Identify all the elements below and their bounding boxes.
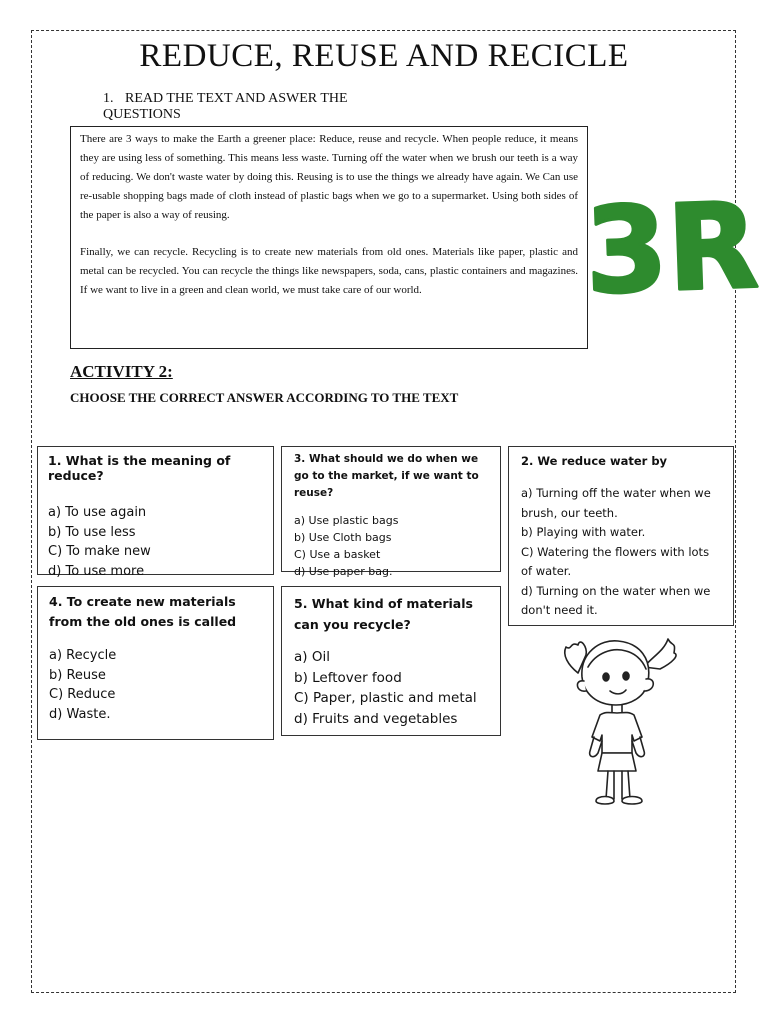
3r-logo-text: 3R xyxy=(582,176,761,321)
reading-text-box xyxy=(70,126,588,349)
question-card-1 xyxy=(37,446,274,579)
answer-option[interactable]: a) Turning off the water when we brush, our teeth. xyxy=(521,486,711,520)
question-card-4 xyxy=(37,586,274,740)
question-card-2 xyxy=(508,446,734,626)
question-text: 4. To create new materials from the old ones is called xyxy=(49,594,237,629)
question-text: 5. What kind of materials can you recycle? xyxy=(294,596,473,632)
answer-options xyxy=(294,647,488,729)
question-text: 3. What should we do when we go to the market, if we want to reuse? xyxy=(294,453,479,499)
reading-paragraph-1: There are 3 ways to make the Earth a greener place: Reduce, reuse and recycle. When people reduce, it means they are using less of something. This means less waste. Turning off the water when we brush our teeth is a way of reducing. We don't waste water by doing this. Reusing is to use the things we already have again. We Can use re-usable shopping bags made of cloth instead of plastic bags when we go to a supermarket. Using both sides of the paper is also a way of reusing. xyxy=(80,133,578,221)
answer-option[interactable]: b) Playing with water. xyxy=(521,525,646,539)
question-card-5 xyxy=(281,586,501,736)
answer-option[interactable]: d) Waste. xyxy=(49,706,111,722)
instruction-text: READ THE TEXT AND ASWER THE QUESTIONS xyxy=(103,91,348,122)
answer-options xyxy=(48,503,263,581)
reading-paragraph-2: Finally, we can recycle. Recycling is to create new materials from old ones. Materials like paper, plastic and metal can be recycled. You can recycle the things like newspapers, soda, cans, plastic containers and magazines. If we want to live in a green and clean world, we must take care of our world. xyxy=(80,246,578,296)
instruction-number: 1. xyxy=(103,91,114,106)
answer-option[interactable]: C) Watering the flowers with lots of water. xyxy=(521,544,710,578)
reading-instruction xyxy=(103,91,403,122)
answer-option[interactable]: b) Reuse xyxy=(49,667,106,683)
question-text: 2. We reduce water by xyxy=(521,454,668,468)
answer-options xyxy=(294,512,488,580)
answer-option[interactable]: b) Use Cloth bags xyxy=(294,531,392,544)
answer-option[interactable]: b) To use less xyxy=(48,524,136,540)
answer-options xyxy=(49,646,262,724)
answer-options xyxy=(521,484,721,621)
girl-illustration xyxy=(560,625,680,810)
answer-option[interactable]: C) To make new xyxy=(48,544,151,559)
answer-option[interactable]: C) Use a basket xyxy=(294,548,381,561)
answer-option[interactable]: d) Turning on the water when we don't need it. xyxy=(521,583,711,617)
answer-option[interactable]: b) Leftover food xyxy=(294,669,402,686)
answer-option[interactable]: a) To use again xyxy=(48,505,147,520)
question-card-3 xyxy=(281,446,501,578)
answer-option[interactable]: a) Use plastic bags xyxy=(294,514,399,527)
activity-heading: ACTIVITY 2: xyxy=(70,362,173,381)
3r-logo xyxy=(582,176,761,321)
answer-option[interactable]: d) To use more xyxy=(48,563,145,579)
page-title: REDUCE, REUSE AND RECICLE xyxy=(139,38,629,74)
answer-option[interactable]: d) Fruits and vegetables xyxy=(294,710,458,727)
answer-option[interactable]: a) Recycle xyxy=(49,648,117,663)
question-text: 1. What is the meaning of reduce? xyxy=(48,453,231,483)
answer-option[interactable]: d) Use paper bag. xyxy=(294,565,393,578)
activity-instruction: CHOOSE THE CORRECT ANSWER ACCORDING TO THE TEXT xyxy=(70,390,459,405)
answer-option[interactable]: C) Paper, plastic and metal xyxy=(294,690,477,706)
answer-option[interactable]: C) Reduce xyxy=(49,687,116,702)
answer-option[interactable]: a) Oil xyxy=(294,649,330,665)
